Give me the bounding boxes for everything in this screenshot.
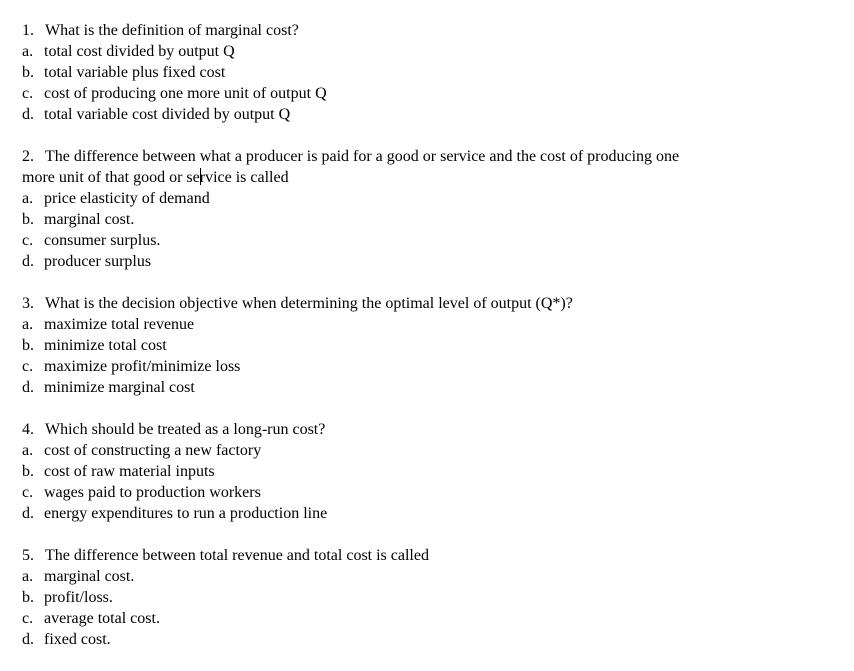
option-letter: d.: [22, 631, 34, 648]
answer-option: [22, 41, 822, 62]
option-text: wages paid to production workers: [44, 484, 261, 501]
option-text: cost of producing one more unit of output Q: [44, 85, 327, 102]
question-stem: [22, 293, 822, 314]
question-text: Which should be treated as a long-run cost?: [45, 421, 326, 438]
question-text: What is the definition of marginal cost?: [45, 22, 299, 39]
question-stem: [22, 20, 822, 41]
option-letter: d.: [22, 379, 34, 396]
question-2: [22, 146, 822, 272]
question-3: [22, 293, 822, 398]
question-1: [22, 20, 822, 125]
answer-option: [22, 566, 822, 587]
question-text-line-1: The difference between what a producer is paid for a good or service and the cost of producing one: [45, 148, 680, 165]
question-text: What is the decision objective when determining the optimal level of output (Q*)?: [45, 295, 573, 312]
option-text: producer surplus: [44, 253, 152, 270]
answer-option: [22, 104, 822, 125]
answer-option: [22, 461, 822, 482]
option-text: profit/loss.: [44, 589, 113, 606]
answer-option: [22, 356, 822, 377]
option-letter: b.: [22, 211, 34, 228]
option-letter: d.: [22, 505, 34, 522]
answer-option: [22, 335, 822, 356]
option-letter: b.: [22, 463, 34, 480]
question-stem-continued: [22, 167, 822, 188]
answer-option: [22, 440, 822, 461]
answer-option: [22, 629, 822, 650]
question-number: 5.: [22, 547, 34, 564]
option-letter: b.: [22, 589, 34, 606]
option-letter: d.: [22, 106, 34, 123]
option-letter: a.: [22, 190, 34, 207]
option-letter: c.: [22, 484, 34, 501]
document-body[interactable]: [22, 20, 822, 671]
option-letter: b.: [22, 337, 34, 354]
question-4: [22, 419, 822, 524]
option-text: average total cost.: [44, 610, 160, 627]
option-letter: a.: [22, 316, 34, 333]
question-text-after-cursor: rvice is called: [199, 169, 289, 186]
option-text: maximize total revenue: [44, 316, 195, 333]
option-text: total cost divided by output Q: [44, 43, 235, 60]
option-text: maximize profit/minimize loss: [44, 358, 241, 375]
option-text: consumer surplus.: [44, 232, 161, 249]
answer-option: [22, 83, 822, 104]
answer-option: [22, 587, 822, 608]
question-text: The difference between total revenue and total cost is called: [45, 547, 429, 564]
answer-option: [22, 503, 822, 524]
answer-option: [22, 209, 822, 230]
option-letter: d.: [22, 253, 34, 270]
option-text: cost of constructing a new factory: [44, 442, 262, 459]
option-letter: c.: [22, 610, 34, 627]
option-text: price elasticity of demand: [44, 190, 210, 207]
answer-option: [22, 230, 822, 251]
question-stem: [22, 545, 822, 566]
option-text: fixed cost.: [44, 631, 111, 648]
answer-option: [22, 608, 822, 629]
question-text-before-cursor: more unit of that good or se: [22, 169, 200, 186]
option-letter: a.: [22, 442, 34, 459]
question-number: 1.: [22, 22, 34, 39]
question-number: 2.: [22, 148, 34, 165]
question-number: 3.: [22, 295, 34, 312]
option-text: minimize total cost: [44, 337, 167, 354]
option-letter: c.: [22, 232, 34, 249]
option-text: total variable plus fixed cost: [44, 64, 226, 81]
option-text: marginal cost.: [44, 568, 135, 585]
option-letter: a.: [22, 43, 34, 60]
question-stem: [22, 146, 822, 167]
answer-option: [22, 482, 822, 503]
answer-option: [22, 188, 822, 209]
option-text: marginal cost.: [44, 211, 135, 228]
option-text: total variable cost divided by output Q: [44, 106, 291, 123]
question-number: 4.: [22, 421, 34, 438]
option-text: minimize marginal cost: [44, 379, 195, 396]
question-stem: [22, 419, 822, 440]
option-letter: c.: [22, 85, 34, 102]
answer-option: [22, 314, 822, 335]
answer-option: [22, 377, 822, 398]
answer-option: [22, 251, 822, 272]
option-letter: c.: [22, 358, 34, 375]
question-5: [22, 545, 822, 650]
option-text: energy expenditures to run a production line: [44, 505, 328, 522]
option-letter: a.: [22, 568, 34, 585]
answer-option: [22, 62, 822, 83]
option-letter: b.: [22, 64, 34, 81]
option-text: cost of raw material inputs: [44, 463, 215, 480]
